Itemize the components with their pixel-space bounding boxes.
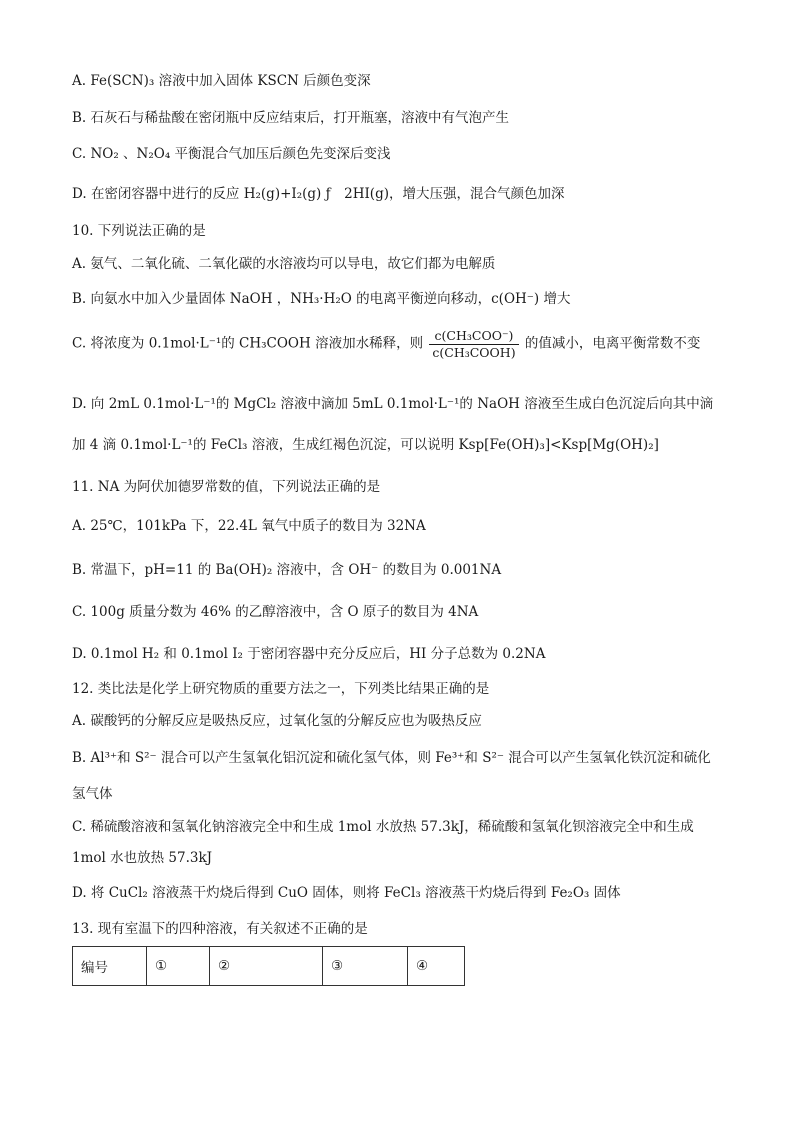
q10-option-d-line1: D. 向 2mL 0.1mol·L⁻¹的 MgCl₂ 溶液中滴加 5mL 0.1mol·L⁻¹的 NaOH 溶液至生成白色沉淀后向其中滴 bbox=[72, 396, 714, 412]
q12-option-c-line1: C. 稀硫酸溶液和氢氧化钠溶液完全中和生成 1mol 水放热 57.3kJ，稀硫酸和氢氧化钡溶液完全中和生成 bbox=[72, 819, 694, 835]
q11-stem: 11. NA 为阿伏加德罗常数的值，下列说法正确的是 bbox=[72, 479, 381, 495]
q11-option-c: C. 100g 质量分数为 46% 的乙醇溶液中，含 O 原子的数目为 4NA bbox=[72, 604, 479, 620]
option-label: C. bbox=[72, 146, 87, 162]
q12-stem: 12. 类比法是化学上研究物质的重要方法之一，下列类比结果正确的是 bbox=[72, 681, 490, 697]
q10-option-d-line2: 加 4 滴 0.1mol·L⁻¹的 FeCl₃ 溶液，生成红褐色沉淀，可以说明 Ksp[Fe(OH)₃]<Ksp[Mg(OH)₂] bbox=[72, 437, 659, 453]
table-header-cell: ② bbox=[210, 947, 323, 986]
fraction-denominator: c(CH₃COOH) bbox=[432, 344, 516, 360]
table-header-cell: ① bbox=[147, 947, 210, 986]
option-label: D. bbox=[72, 186, 87, 202]
q11-option-b: B. 常温下，pH=11 的 Ba(OH)₂ 溶液中，含 OH⁻ 的数目为 0.001NA bbox=[72, 562, 502, 578]
solutions-table bbox=[72, 946, 465, 986]
option-text: 石灰石与稀盐酸在密闭瓶中反应结束后，打开瓶塞，溶液中有气泡产生 bbox=[90, 110, 510, 126]
option-text: NO₂ 、N₂O₄ 平衡混合气加压后颜色先变深后变浅 bbox=[90, 146, 391, 162]
q11-option-d: D. 0.1mol H₂ 和 0.1mol I₂ 于密闭容器中充分反应后，HI 分子总数为 0.2NA bbox=[72, 646, 546, 662]
ratio-fraction bbox=[429, 328, 518, 360]
q9-option-c bbox=[72, 146, 391, 162]
option-c-post: 的值减小，电离平衡常数不变 bbox=[524, 335, 701, 352]
q12-option-b-line1: B. Al³⁺和 S²⁻ 混合可以产生氢氧化铝沉淀和硫化氢气体，则 Fe³⁺和 S²⁻ 混合可以产生氢氧化铁沉淀和硫化 bbox=[72, 750, 711, 766]
option-text: Fe(SCN)₃ 溶液中加入固体 KSCN 后颜色变深 bbox=[90, 73, 371, 89]
q9-option-b bbox=[72, 110, 509, 126]
q9-option-d bbox=[72, 186, 564, 202]
q12-option-d: D. 将 CuCl₂ 溶液蒸干灼烧后得到 CuO 固体，则将 FeCl₃ 溶液蒸干灼烧后得到 Fe₂O₃ 固体 bbox=[72, 885, 621, 901]
fraction-numerator: c(CH₃COO⁻) bbox=[429, 328, 518, 345]
q12-option-c-line2: 1mol 水也放热 57.3kJ bbox=[72, 850, 213, 866]
table-header-cell: ④ bbox=[408, 947, 465, 986]
q10-stem: 10. 下列说法正确的是 bbox=[72, 223, 206, 239]
table-header-cell: ③ bbox=[323, 947, 408, 986]
q10-option-b: B. 向氨水中加入少量固体 NaOH ，NH₃·H₂O 的电离平衡逆向移动，c(OH⁻) 增大 bbox=[72, 291, 571, 307]
option-c-pre: C. 将浓度为 0.1mol·L⁻¹的 CH₃COOH 溶液加水稀释，则 bbox=[72, 335, 424, 352]
option-label: B. bbox=[72, 110, 87, 126]
q12-option-b-line2: 氢气体 bbox=[72, 786, 113, 802]
q10-option-c bbox=[72, 328, 700, 360]
table-header-cell: 编号 bbox=[73, 947, 147, 986]
table-header-row bbox=[73, 947, 465, 986]
q9-option-a bbox=[72, 73, 371, 89]
option-text: 在密闭容器中进行的反应 H₂(g)+I₂(g) ƒ 2HI(g)，增大压强，混合气颜色加深 bbox=[90, 186, 565, 202]
q10-option-a: A. 氨气、二氧化硫、二氧化碳的水溶液均可以导电，故它们都为电解质 bbox=[72, 256, 496, 272]
option-label: A. bbox=[72, 73, 87, 89]
q11-option-a: A. 25℃，101kPa 下，22.4L 氧气中质子的数目为 32NA bbox=[72, 518, 426, 534]
q12-option-a: A. 碳酸钙的分解反应是吸热反应，过氧化氢的分解反应也为吸热反应 bbox=[72, 713, 482, 729]
q13-stem: 13. 现有室温下的四种溶液，有关叙述不正确的是 bbox=[72, 921, 368, 937]
